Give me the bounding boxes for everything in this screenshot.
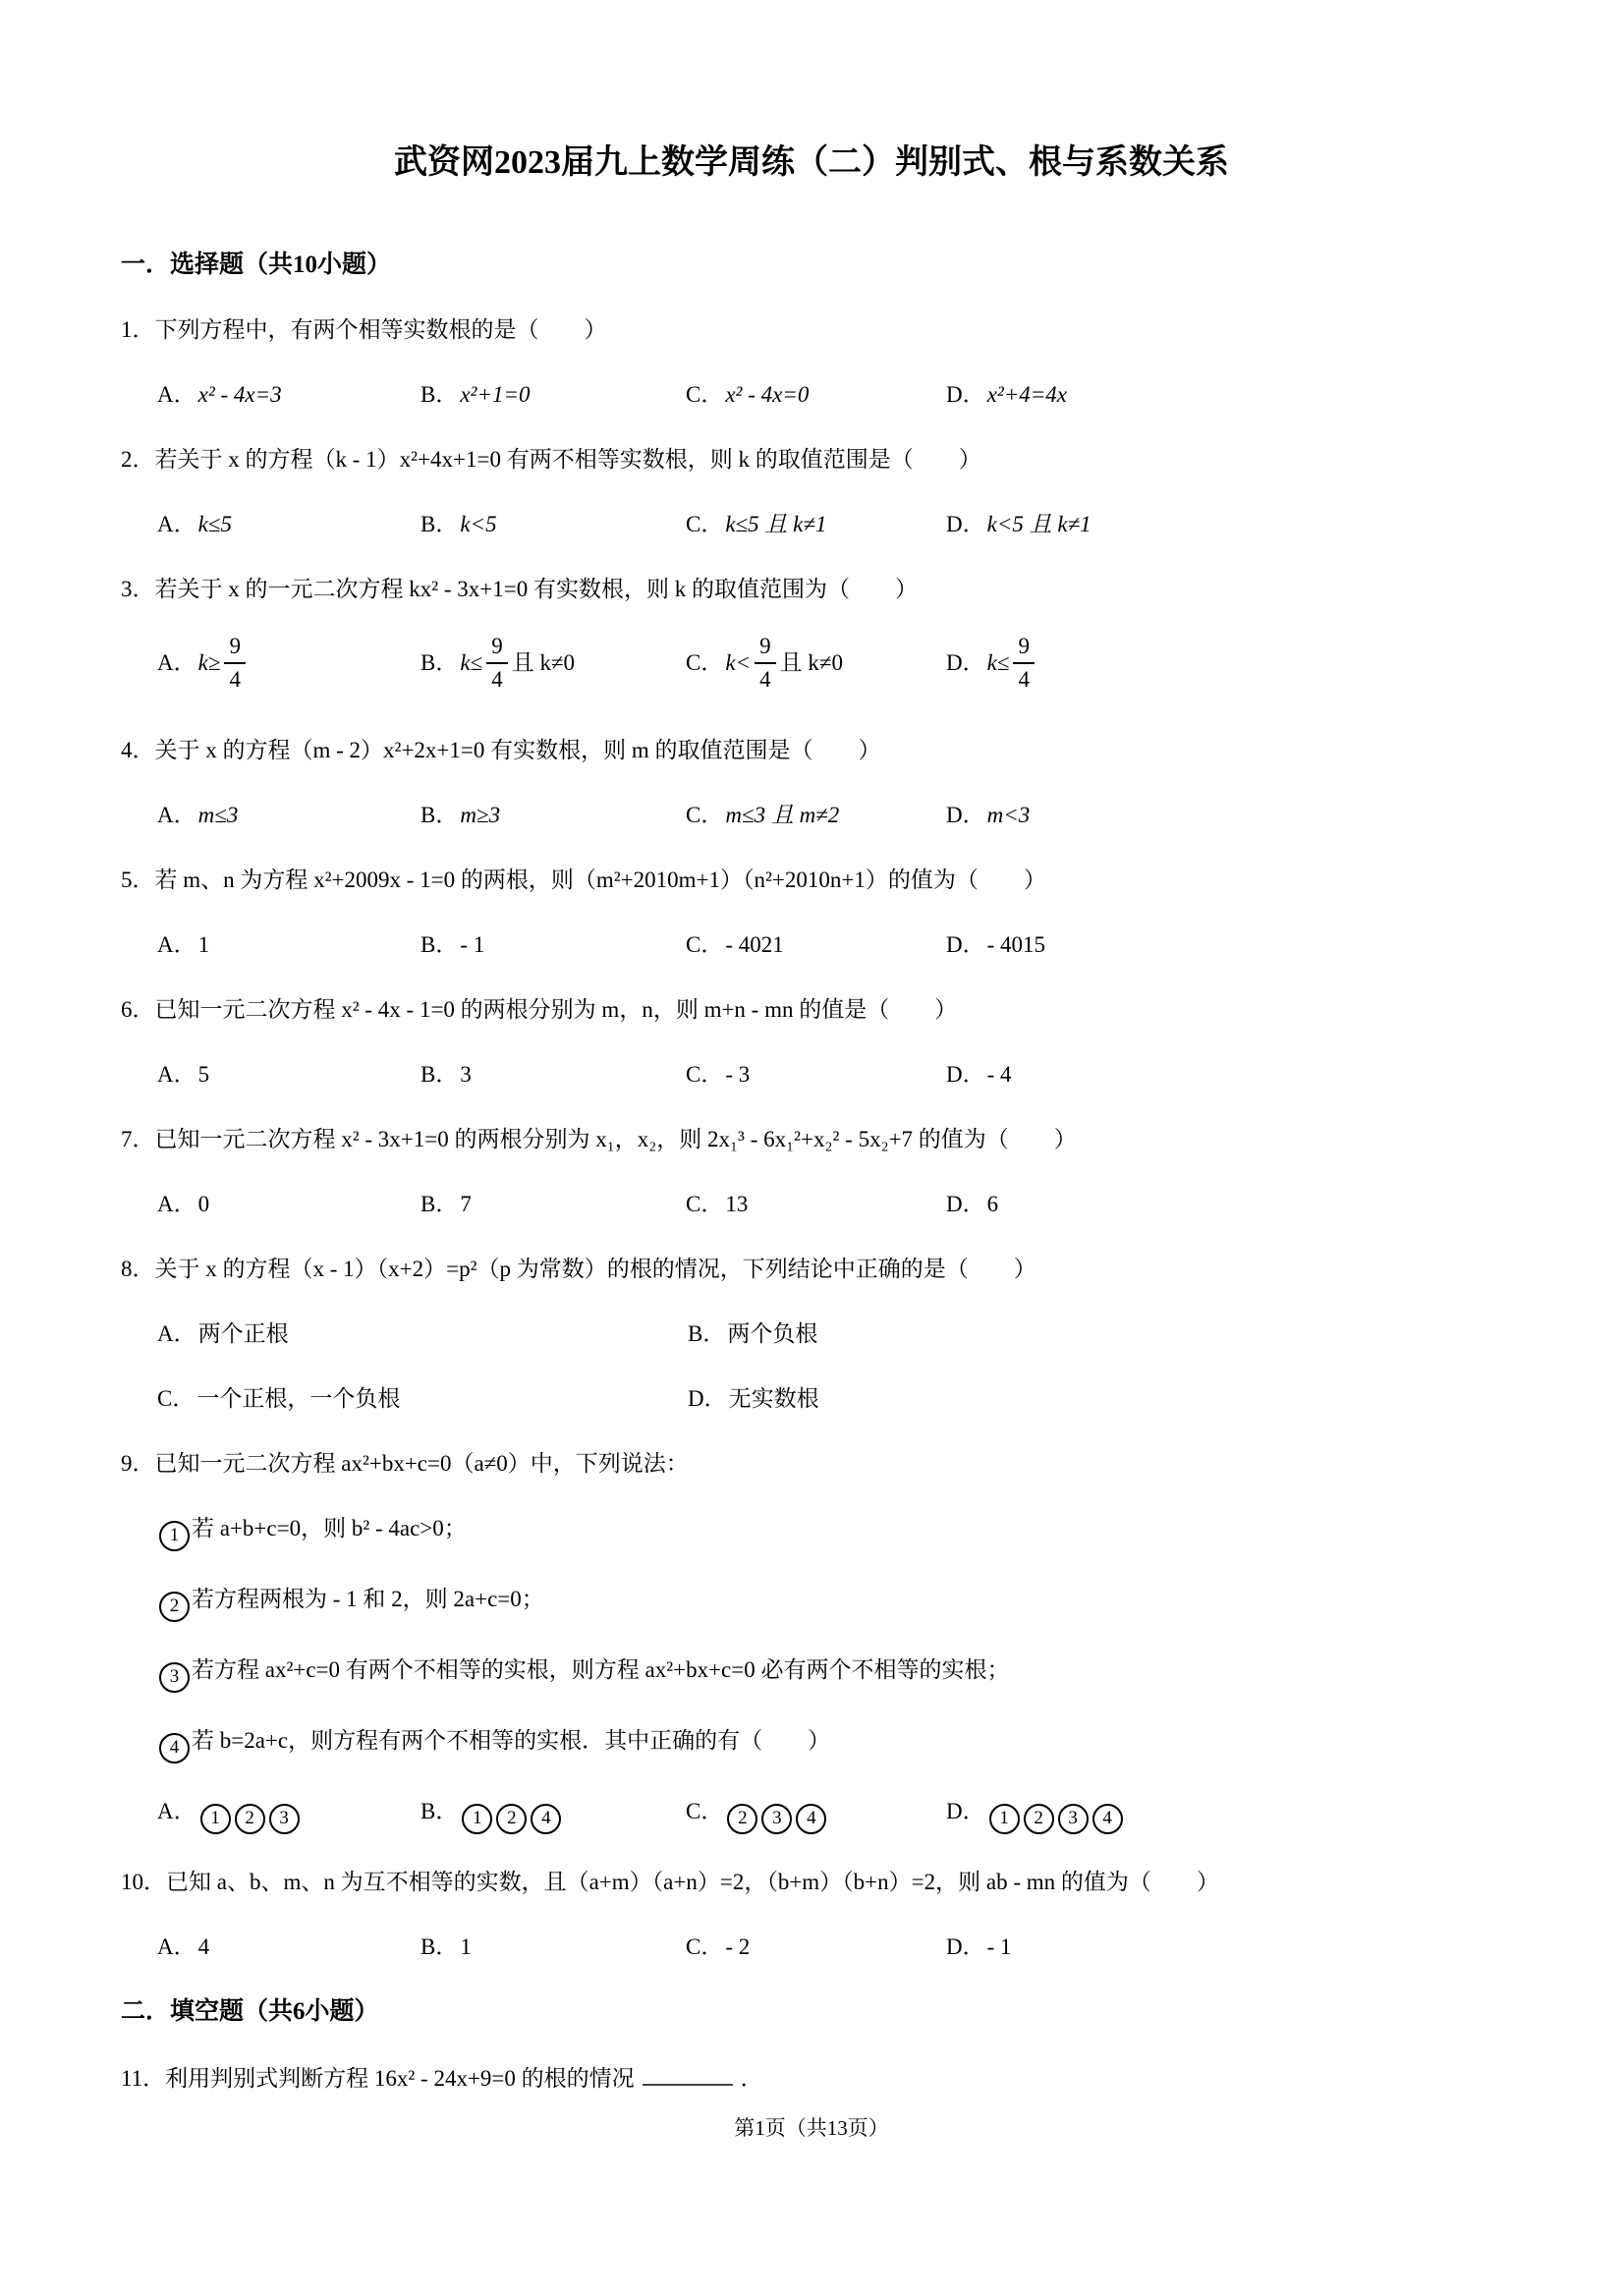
- option-4b: [420, 799, 686, 832]
- option-9a: [157, 1795, 420, 1834]
- circled-number-icon: 2: [159, 1592, 190, 1622]
- fraction-denominator: 4: [229, 667, 241, 692]
- question-8-options-cd: [121, 1382, 1502, 1416]
- question-7-options: [121, 1188, 1502, 1221]
- option-label: B．: [420, 1799, 459, 1823]
- circled-number-icon: 2: [496, 1804, 527, 1834]
- statement-text: 若 b=2a+c，则方程有两个不相等的实根．其中正确的有（ ）: [192, 1728, 831, 1753]
- option-label: D．: [946, 512, 985, 536]
- option-8a: [157, 1317, 688, 1351]
- answer-blank: [643, 2060, 733, 2086]
- option-text: 13: [725, 1192, 749, 1216]
- option-6c: [686, 1058, 946, 1092]
- section-heading-fill: 二．填空题（共6小题）: [121, 1998, 379, 2025]
- question-2-stem: 2．若关于 x 的方程（k - 1）x²+4x+1=0 有两不相等实数根，则 k 的取值范围是（ ）: [121, 447, 981, 472]
- option-post: 且 k≠0: [779, 650, 843, 675]
- option-text: 两个正根: [197, 1321, 289, 1346]
- option-text: - 4: [986, 1062, 1012, 1087]
- option-label: D．: [946, 1934, 985, 1959]
- option-label: B．: [420, 1192, 459, 1216]
- section-heading-choice: 一．选择题（共10小题）: [121, 252, 392, 278]
- option-label: A．: [157, 1062, 196, 1087]
- option-label: C．: [157, 1386, 196, 1411]
- option-text: 4: [197, 1934, 210, 1959]
- option-3a: [157, 624, 420, 702]
- option-label: D．: [946, 803, 985, 827]
- statement-3: [121, 1653, 1502, 1693]
- option-2a: [157, 508, 420, 541]
- circled-number-icon: 3: [761, 1804, 792, 1834]
- circled-number-icon: 4: [1092, 1804, 1123, 1834]
- circled-number-icon: 3: [1058, 1804, 1089, 1834]
- option-7d: [946, 1188, 1502, 1221]
- option-8b: [688, 1317, 1502, 1351]
- option-1a: [157, 378, 420, 412]
- option-text: - 1: [986, 1934, 1012, 1959]
- option-label: B．: [420, 932, 459, 957]
- option-8d: [688, 1382, 1502, 1416]
- option-text: x² - 4x=0: [725, 382, 810, 407]
- question-3-options: [121, 624, 1502, 702]
- option-label: B．: [420, 382, 459, 407]
- fraction-numerator: 9: [224, 633, 246, 664]
- option-label: C．: [686, 1934, 724, 1959]
- option-3c: [686, 624, 946, 702]
- option-2b: [420, 508, 686, 541]
- option-pre: k<: [725, 650, 752, 675]
- fraction-denominator: 4: [1018, 667, 1030, 692]
- option-text: 1: [460, 1934, 472, 1959]
- option-label: B．: [688, 1321, 726, 1346]
- option-label: D．: [946, 1062, 985, 1087]
- option-pre: k≤: [460, 650, 483, 675]
- circled-number-icon: 1: [159, 1521, 190, 1551]
- option-7b: [420, 1188, 686, 1221]
- option-5b: [420, 928, 686, 962]
- option-label: C．: [686, 512, 724, 536]
- option-9d: [946, 1795, 1502, 1834]
- option-label: B．: [420, 1062, 459, 1087]
- option-10c: [686, 1931, 946, 1964]
- circled-number-icon: 1: [462, 1804, 492, 1834]
- option-text: 一个正根，一个负根: [196, 1386, 401, 1411]
- question-5-options: [121, 928, 1502, 962]
- statement-text: 若 a+b+c=0，则 b² - 4ac>0；: [192, 1516, 467, 1540]
- option-label: B．: [420, 803, 459, 827]
- option-label: C．: [686, 1062, 724, 1087]
- option-1d: [946, 378, 1502, 412]
- option-text: x² - 4x=3: [197, 382, 282, 407]
- fraction: [1013, 633, 1035, 695]
- question-4-stem: 4．关于 x 的方程（m - 2）x²+2x+1=0 有实数根，则 m 的取值范围是（ ）: [121, 738, 881, 762]
- circled-number-icon: 3: [159, 1662, 190, 1693]
- option-4a: [157, 799, 420, 832]
- fraction-denominator: 4: [759, 667, 771, 692]
- statement-text: 若方程两根为 - 1 和 2，则 2a+c=0；: [192, 1587, 544, 1611]
- statement-text: 若方程 ax²+c=0 有两个不相等的实根，则方程 ax²+bx+c=0 必有两个不相等的实根；: [192, 1657, 1010, 1682]
- option-6d: [946, 1058, 1502, 1092]
- option-post: 且 k≠0: [511, 650, 576, 675]
- option-label: B．: [420, 512, 459, 536]
- option-text: m≤3 且 m≠2: [725, 803, 840, 827]
- option-text: m<3: [986, 803, 1031, 827]
- option-10b: [420, 1931, 686, 1964]
- statement-1: [121, 1512, 1502, 1551]
- option-text: x²+1=0: [460, 382, 531, 407]
- option-label: D．: [946, 650, 985, 675]
- question-11-stem: [121, 2060, 1502, 2096]
- question-9-stem: 9．已知一元二次方程 ax²+bx+c=0（a≠0）中，下列说法：: [121, 1451, 689, 1476]
- fraction: [486, 633, 508, 695]
- option-text: - 2: [725, 1934, 751, 1959]
- option-text: k≤5 且 k≠1: [725, 512, 827, 536]
- option-text: x²+4=4x: [986, 382, 1067, 407]
- question-1-stem: 1．下列方程中，有两个相等实数根的是（ ）: [121, 317, 607, 342]
- page-title: 武资网2023届九上数学周练（二）判别式、根与系数关系: [394, 144, 1229, 181]
- option-text: - 3: [725, 1062, 751, 1087]
- option-4d: [946, 799, 1502, 832]
- option-label: A．: [157, 650, 196, 675]
- option-label: C．: [686, 1799, 724, 1823]
- circled-number-icon: 4: [531, 1804, 561, 1834]
- option-label: C．: [686, 932, 724, 957]
- option-label: A．: [157, 1934, 196, 1959]
- circled-number-icon: 3: [269, 1804, 300, 1834]
- question-1-options: [121, 378, 1502, 412]
- option-label: D．: [946, 1192, 985, 1216]
- option-label: C．: [686, 382, 724, 407]
- option-9c: [686, 1795, 946, 1834]
- question-11-period: ．: [740, 2066, 763, 2091]
- option-5c: [686, 928, 946, 962]
- option-text: k≤5: [197, 512, 232, 536]
- option-text: 5: [197, 1062, 210, 1087]
- option-5a: [157, 928, 420, 962]
- option-label: A．: [157, 803, 196, 827]
- option-pre: k≤: [986, 650, 1010, 675]
- fraction: [755, 633, 776, 695]
- circled-number-icon: 2: [727, 1804, 757, 1834]
- question-9-options: [121, 1795, 1502, 1834]
- question-7-stem: 7．已知一元二次方程 x² - 3x+1=0 的两根分别为 x₁，x₂，则 2x₁³ - 6x₁²+x₂² - 5x₂+7 的值为（ ）: [121, 1127, 1077, 1151]
- option-9b: [420, 1795, 686, 1834]
- option-text: 无实数根: [728, 1386, 819, 1411]
- fraction: [224, 633, 246, 695]
- option-text: 3: [460, 1062, 472, 1087]
- option-text: 两个负根: [727, 1321, 818, 1346]
- option-10a: [157, 1931, 420, 1964]
- question-8-options-ab: [121, 1317, 1502, 1351]
- fraction-numerator: 9: [755, 633, 776, 664]
- option-label: A．: [157, 1192, 196, 1216]
- option-label: A．: [157, 382, 196, 407]
- option-label: C．: [686, 650, 724, 675]
- option-text: 6: [986, 1192, 999, 1216]
- option-label: A．: [157, 932, 196, 957]
- option-10d: [946, 1931, 1502, 1964]
- option-label: D．: [688, 1386, 727, 1411]
- option-text: 7: [460, 1192, 472, 1216]
- question-11-text: 11．利用判别式判断方程 16x² - 24x+9=0 的根的情况: [121, 2066, 635, 2091]
- option-label: D．: [946, 382, 985, 407]
- circled-number-icon: 1: [200, 1804, 231, 1834]
- option-text: - 4021: [725, 932, 784, 957]
- option-label: A．: [157, 1321, 196, 1346]
- option-6b: [420, 1058, 686, 1092]
- option-pre: k≥: [197, 650, 221, 675]
- option-text: k<5 且 k≠1: [986, 512, 1091, 536]
- question-2-options: [121, 508, 1502, 541]
- page-footer: 第1页（共13页）: [734, 2116, 889, 2140]
- fraction-denominator: 4: [491, 667, 503, 692]
- option-label: D．: [946, 1799, 985, 1823]
- question-6-stem: 6．已知一元二次方程 x² - 4x - 1=0 的两根分别为 m，n，则 m+n - mn 的值是（ ）: [121, 997, 958, 1022]
- option-text: - 4015: [986, 932, 1046, 957]
- circled-number-icon: 2: [235, 1804, 265, 1834]
- question-5-stem: 5．若 m、n 为方程 x²+2009x - 1=0 的两根，则（m²+2010m+1）（n²+2010n+1）的值为（ ）: [121, 868, 1046, 892]
- option-7c: [686, 1188, 946, 1221]
- option-text: 0: [197, 1192, 210, 1216]
- question-6-options: [121, 1058, 1502, 1092]
- circled-number-icon: 4: [796, 1804, 826, 1834]
- fraction-numerator: 9: [486, 633, 508, 664]
- option-text: - 1: [460, 932, 485, 957]
- circled-number-icon: 2: [1024, 1804, 1054, 1834]
- option-3b: [420, 624, 686, 702]
- option-label: D．: [946, 932, 985, 957]
- option-1b: [420, 378, 686, 412]
- circled-number-icon: 4: [159, 1733, 190, 1764]
- option-8c: [157, 1382, 688, 1416]
- statement-2: [121, 1583, 1502, 1622]
- fraction-numerator: 9: [1013, 633, 1035, 664]
- option-text: k<5: [460, 512, 497, 536]
- option-4c: [686, 799, 946, 832]
- option-label: B．: [420, 1934, 459, 1959]
- option-label: B．: [420, 650, 459, 675]
- option-3d: [946, 624, 1502, 702]
- statement-4: [121, 1724, 1502, 1764]
- option-label: C．: [686, 803, 724, 827]
- circled-number-icon: 1: [989, 1804, 1020, 1834]
- option-7a: [157, 1188, 420, 1221]
- option-label: A．: [157, 512, 196, 536]
- option-label: C．: [686, 1192, 724, 1216]
- option-1c: [686, 378, 946, 412]
- option-text: 1: [197, 932, 210, 957]
- option-label: A．: [157, 1799, 196, 1823]
- option-6a: [157, 1058, 420, 1092]
- option-2c: [686, 508, 946, 541]
- question-10-options: [121, 1931, 1502, 1964]
- option-5d: [946, 928, 1502, 962]
- question-4-options: [121, 799, 1502, 832]
- question-10-stem: 10．已知 a、b、m、n 为互不相等的实数，且（a+m）（a+n）=2，（b+m）（b+n）=2，则 ab - mn 的值为（ ）: [121, 1870, 1219, 1894]
- option-2d: [946, 508, 1502, 541]
- question-3-stem: 3．若关于 x 的一元二次方程 kx² - 3x+1=0 有实数根，则 k 的取值范围为（ ）: [121, 577, 918, 601]
- question-8-stem: 8．关于 x 的方程（x - 1）（x+2）=p²（p 为常数）的根的情况，下列结论中正确的是（ ）: [121, 1257, 1036, 1281]
- option-text: m≥3: [460, 803, 501, 827]
- option-text: m≤3: [197, 803, 239, 827]
